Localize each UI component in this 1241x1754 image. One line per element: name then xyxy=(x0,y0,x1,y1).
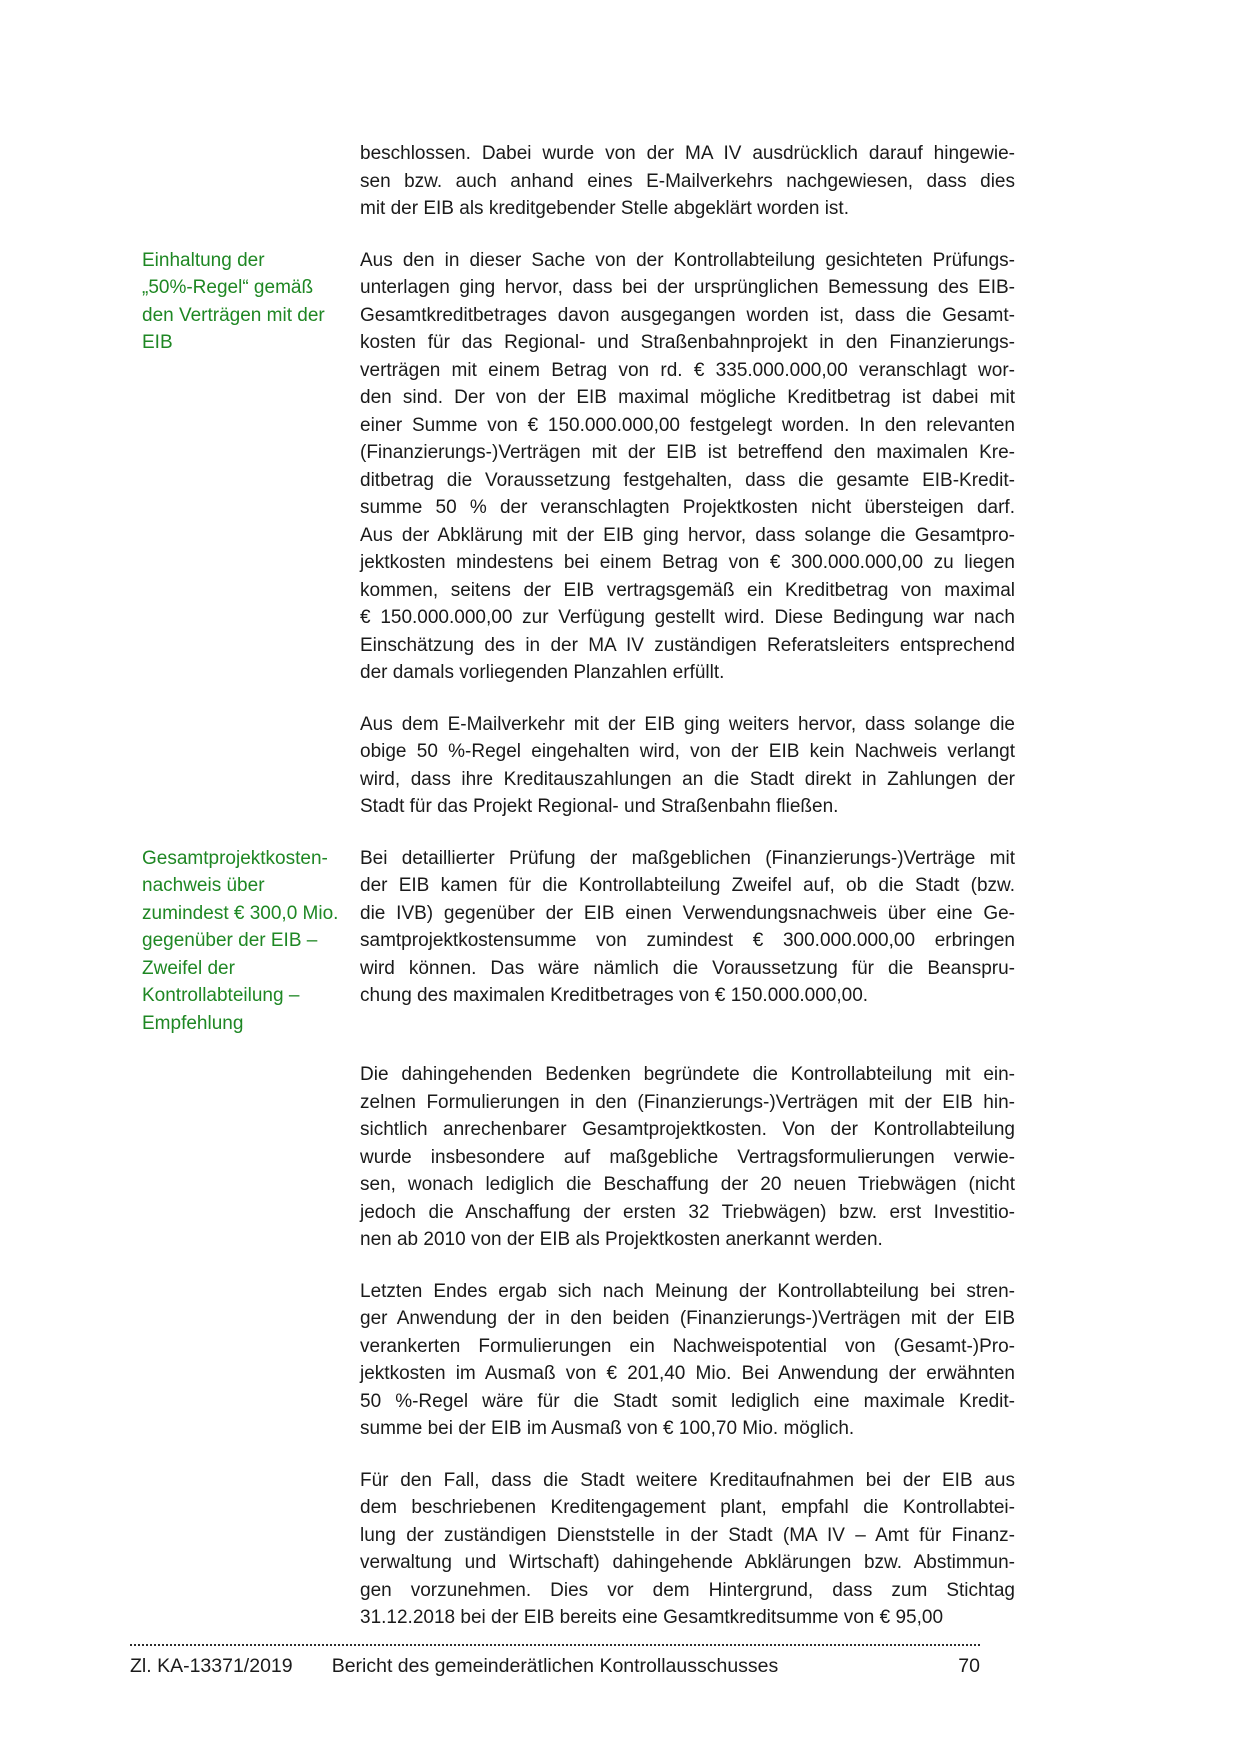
margin-note-line: Empfehlung xyxy=(142,1012,244,1034)
paragraph-line: sen bzw. auch anhand eines E-Mailverkehrs nachgewiesen, dass dies xyxy=(360,170,1015,192)
margin-note-line: den Verträgen mit der xyxy=(142,304,325,326)
paragraph-line: ger Anwendung der in den beiden (Finanzierungs-)Verträgen mit der EIB xyxy=(360,1308,1015,1329)
paragraph-line: wurde insbesondere auf maßgebliche Vertragsformulierungen verwie- xyxy=(360,1146,1015,1168)
footer-row xyxy=(130,1655,980,1678)
paragraph-line: kommen, seitens der EIB vertragsgemäß ein Kreditbetrag von maximal xyxy=(360,579,1015,601)
margin-note xyxy=(142,1278,360,1443)
report-section xyxy=(142,1061,1015,1254)
margin-note xyxy=(142,140,360,223)
margin-note-line: „50%-Regel“ gemäß xyxy=(142,277,314,298)
paragraph-line: jektkosten mindestens bei einem Betrag von € 300.000.000,00 zu liegen xyxy=(360,552,1015,573)
footer-reference: Zl. KA-13371/2019 xyxy=(130,1655,293,1677)
margin-note xyxy=(142,1061,360,1254)
margin-note-line: EIB xyxy=(142,332,173,353)
report-sections xyxy=(142,140,1015,1632)
paragraph xyxy=(360,1061,1015,1254)
paragraph xyxy=(360,247,1015,687)
report-section xyxy=(142,247,1015,687)
paragraph-line: wird können. Das wäre nämlich die Voraussetzung für die Beanspru- xyxy=(360,957,1015,979)
paragraph-line: € 150.000.000,00 zur Verfügung gestellt wird. Diese Bedingung war nach xyxy=(360,607,1015,628)
margin-note-line: nachweis über xyxy=(142,875,265,896)
paragraph-line: samtprojektkostensumme von zumindest € 300.000.000,00 erbringen xyxy=(360,930,1015,951)
margin-note xyxy=(142,711,360,821)
margin-note-line: gegenüber der EIB – xyxy=(142,930,318,951)
paragraph-line: mit der EIB als kreditgebender Stelle abgeklärt worden ist. xyxy=(360,198,849,219)
paragraph-line: Gesamtkreditbetrages davon ausgegangen worden ist, dass die Gesamt- xyxy=(360,304,1015,326)
paragraph-line: Aus den in dieser Sache von der Kontrollabteilung gesichteten Prüfungs- xyxy=(360,249,1015,271)
paragraph-line: lung der zuständigen Dienststelle in der Stadt (MA IV – Amt für Finanz- xyxy=(360,1524,1015,1546)
paragraph-line: sichtlich anrechenbarer Gesamtprojektkosten. Von der Kontrollabteilung xyxy=(360,1119,1015,1140)
paragraph xyxy=(360,140,1015,223)
paragraph-line: der EIB kamen für die Kontrollabteilung Zweifel auf, ob die Stadt (bzw. xyxy=(360,875,1015,896)
paragraph-line: Für den Fall, dass die Stadt weitere Kreditaufnahmen bei der EIB aus xyxy=(360,1469,1015,1491)
footer-divider xyxy=(130,1644,980,1646)
margin-note-line: Zweifel der xyxy=(142,957,235,979)
margin-note-line: Einhaltung der xyxy=(142,249,265,271)
paragraph-line: ditbetrag die Voraussetzung festgehalten, dass die gesamte EIB-Kredit- xyxy=(360,469,1015,491)
paragraph-line: 31.12.2018 bei der EIB bereits eine Gesamtkreditsumme von € 95,00 xyxy=(360,1607,944,1628)
page-footer xyxy=(130,1644,980,1678)
paragraph-line: Aus dem E-Mailverkehr mit der EIB ging weiters hervor, dass solange die xyxy=(360,713,1015,735)
paragraph-line: kosten für das Regional- und Straßenbahnprojekt in den Finanzierungs- xyxy=(360,332,1015,353)
paragraph-line: summe 50 % der veranschlagten Projektkosten nicht übersteigen darf. xyxy=(360,497,1015,518)
paragraph-line: gen vorzunehmen. Dies vor dem Hintergrund, dass zum Stichtag xyxy=(360,1579,1015,1601)
paragraph-line: dem beschriebenen Kreditengagement plant, empfahl die Kontrollabtei- xyxy=(360,1497,1015,1518)
report-section xyxy=(142,845,1015,1038)
paragraph-line: 50 %-Regel wäre für die Stadt somit lediglich eine maximale Kredit- xyxy=(360,1390,1015,1412)
paragraph-line: jektkosten im Ausmaß von € 201,40 Mio. Bei Anwendung der erwähnten xyxy=(360,1363,1015,1384)
paragraph-line: Stadt für das Projekt Regional- und Straßenbahn fließen. xyxy=(360,796,839,817)
report-section xyxy=(142,1467,1015,1632)
margin-note-line: zumindest € 300,0 Mio. xyxy=(142,902,339,924)
paragraph-line: summe bei der EIB im Ausmaß von € 100,70 Mio. möglich. xyxy=(360,1418,855,1439)
margin-note xyxy=(142,1467,360,1632)
paragraph-line: einer Summe von € 150.000.000,00 festgelegt worden. In den relevanten xyxy=(360,414,1015,436)
paragraph-line: Einschätzung des in der MA IV zuständigen Referatsleiters entsprechend xyxy=(360,634,1015,656)
report-section xyxy=(142,711,1015,821)
paragraph-line: verträgen mit einem Betrag von rd. € 335.000.000,00 veranschlagt wor- xyxy=(360,359,1015,381)
paragraph-line: wird, dass ihre Kreditauszahlungen an die Stadt direkt in Zahlungen der xyxy=(360,768,1015,790)
paragraph-line: jedoch die Anschaffung der ersten 32 Triebwägen) bzw. erst Investitio- xyxy=(360,1201,1015,1223)
margin-note-line: Kontrollabteilung – xyxy=(142,985,300,1006)
paragraph-line: sen, wonach lediglich die Beschaffung der 20 neuen Triebwägen (nicht xyxy=(360,1174,1015,1195)
paragraph xyxy=(360,845,1015,1038)
paragraph-line: Bei detaillierter Prüfung der maßgeblichen (Finanzierungs-)Verträge mit xyxy=(360,847,1015,869)
report-body xyxy=(142,140,1015,1656)
paragraph-line: Die dahingehenden Bedenken begründete die Kontrollabteilung mit ein- xyxy=(360,1064,1015,1085)
paragraph-line: der damals vorliegenden Planzahlen erfüllt. xyxy=(360,662,725,683)
paragraph-line: verwaltung und Wirtschaft) dahingehende Abklärungen bzw. Abstimmun- xyxy=(360,1552,1015,1573)
margin-note-line: Gesamtprojektkosten- xyxy=(142,847,328,869)
margin-note xyxy=(142,845,360,1038)
paragraph-line: (Finanzierungs-)Verträgen mit der EIB ist betreffend den maximalen Kre- xyxy=(360,442,1015,463)
paragraph xyxy=(360,711,1015,821)
paragraph xyxy=(360,1467,1015,1632)
report-section xyxy=(142,140,1015,223)
paragraph-line: zelnen Formulierungen in den (Finanzierungs-)Verträgen mit der EIB hin- xyxy=(360,1091,1015,1113)
paragraph-line: Letzten Endes ergab sich nach Meinung der Kontrollabteilung bei stren- xyxy=(360,1280,1015,1302)
report-section xyxy=(142,1278,1015,1443)
paragraph-line: obige 50 %-Regel eingehalten wird, von der EIB kein Nachweis verlangt xyxy=(360,741,1015,762)
paragraph-line: Aus der Abklärung mit der EIB ging hervor, dass solange die Gesamtpro- xyxy=(360,524,1015,546)
paragraph-line: nen ab 2010 von der EIB als Projektkosten anerkannt werden. xyxy=(360,1229,883,1250)
paragraph-line: die IVB) gegenüber der EIB einen Verwendungsnachweis über eine Ge- xyxy=(360,902,1015,924)
paragraph-line: chung des maximalen Kreditbetrages von € 150.000.000,00. xyxy=(360,985,869,1006)
paragraph-line: beschlossen. Dabei wurde von der MA IV ausdrücklich darauf hingewie- xyxy=(360,143,1015,164)
paragraph-line: den sind. Der von der EIB maximal mögliche Kreditbetrag ist dabei mit xyxy=(360,387,1015,408)
footer-page-number: 70 xyxy=(958,1655,980,1677)
paragraph-line: unterlagen ging hervor, dass bei der ursprünglichen Bemessung des EIB- xyxy=(360,277,1015,298)
margin-note xyxy=(142,247,360,687)
footer-title: Bericht des gemeinderätlichen Kontrollausschusses xyxy=(331,1655,779,1677)
paragraph-line: verankerten Formulierungen ein Nachweispotential von (Gesamt-)Pro- xyxy=(360,1335,1015,1357)
paragraph xyxy=(360,1278,1015,1443)
